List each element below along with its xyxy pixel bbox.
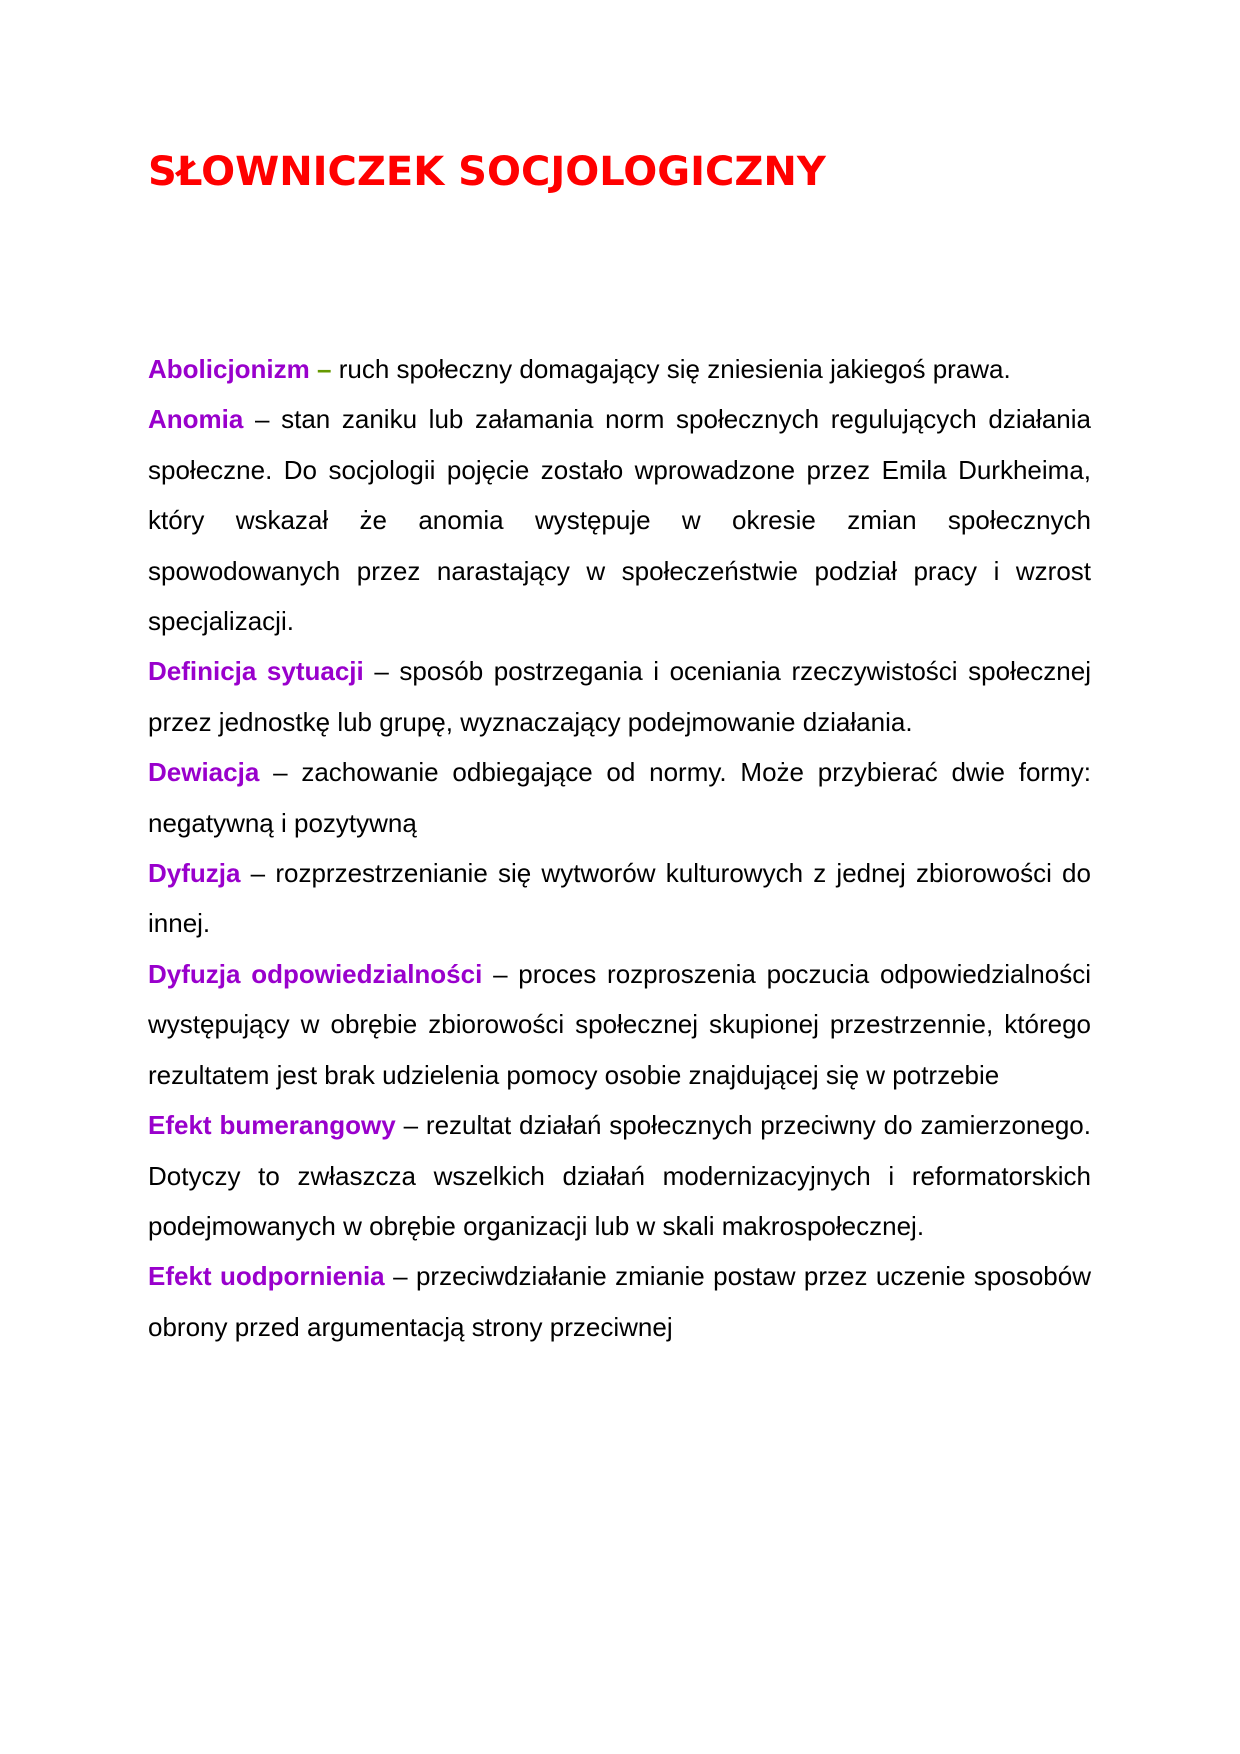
glossary-term: Abolicjonizm <box>148 354 310 384</box>
glossary-list <box>148 344 1091 1352</box>
term-dash: – <box>374 656 389 687</box>
glossary-term: Anomia <box>148 404 244 435</box>
glossary-term: Efekt bumerangowy <box>148 1110 396 1141</box>
glossary-entry-dewiacja <box>148 747 1091 848</box>
glossary-definition: sposób postrzegania i oceniania rzeczywistości społecznej przez jednostkę lub grupę, wyznaczający podejmowanie działania. <box>148 656 1091 737</box>
glossary-entry-dyfuzja <box>148 848 1091 949</box>
glossary-term: Dyfuzja odpowiedzialności <box>148 958 483 989</box>
term-dash: – <box>317 354 332 384</box>
glossary-entry-abolicjonizm <box>148 344 1091 394</box>
glossary-entry-anomia <box>148 394 1091 646</box>
glossary-definition: przeciwdziałanie zmianie postaw przez uczenie sposobów obrony przed argumentacją strony przeciwnej <box>148 1261 1092 1342</box>
glossary-entry-efekt-bumerangowy <box>148 1100 1091 1251</box>
term-dash: – <box>403 1110 419 1141</box>
term-dash: – <box>273 757 288 788</box>
glossary-definition: ruch społeczny domagający się zniesienia jakiegoś prawa. <box>338 354 1011 384</box>
glossary-definition: rozprzestrzenianie się wytworów kulturowych z jednej zbiorowości do innej. <box>148 858 1091 939</box>
glossary-term: Definicja sytuacji <box>148 656 364 687</box>
glossary-definition: rezultat działań społecznych przeciwny do zamierzonego. Dotyczy to zwłaszcza wszelkich działań modernizacyjnych i reformatorskich podejmowanych w obrębie organizacji lub w skali makrospołecznej. <box>148 1110 1091 1241</box>
glossary-entry-efekt-uodpornienia <box>148 1251 1091 1352</box>
glossary-definition: proces rozproszenia poczucia odpowiedzialności występujący w obrębie zbiorowości społecznej skupionej przestrzennie, którego rezultatem jest brak udzielenia pomocy osobie znajdującej się w potrzebie <box>148 958 1091 1090</box>
glossary-definition: stan zaniku lub załamania norm społecznych regulujących działania społeczne. Do socjologii pojęcie zostało wprowadzone przez Emila Durkheima, który wskazał że anomia występuje w okresie zmian społecznych spowodowanych przez narastający w społeczeństwie podział pracy i wzrost specjalizacji. <box>148 404 1091 637</box>
glossary-term: Efekt uodpornienia <box>148 1261 385 1292</box>
term-dash: – <box>250 858 266 889</box>
glossary-entry-definicja-sytuacji <box>148 646 1091 747</box>
glossary-definition: zachowanie odbiegające od normy. Może przybierać dwie formy: negatywną i pozytywną <box>148 757 1091 838</box>
glossary-entry-dyfuzja-odpowiedzialnosci <box>148 949 1091 1100</box>
glossary-term: Dewiacja <box>148 757 260 788</box>
term-dash: – <box>393 1261 408 1292</box>
document-title: SŁOWNICZEK SOCJOLOGICZNY <box>148 149 826 195</box>
term-dash: – <box>493 958 508 989</box>
glossary-term: Dyfuzja <box>148 858 241 889</box>
term-dash: – <box>254 404 270 435</box>
